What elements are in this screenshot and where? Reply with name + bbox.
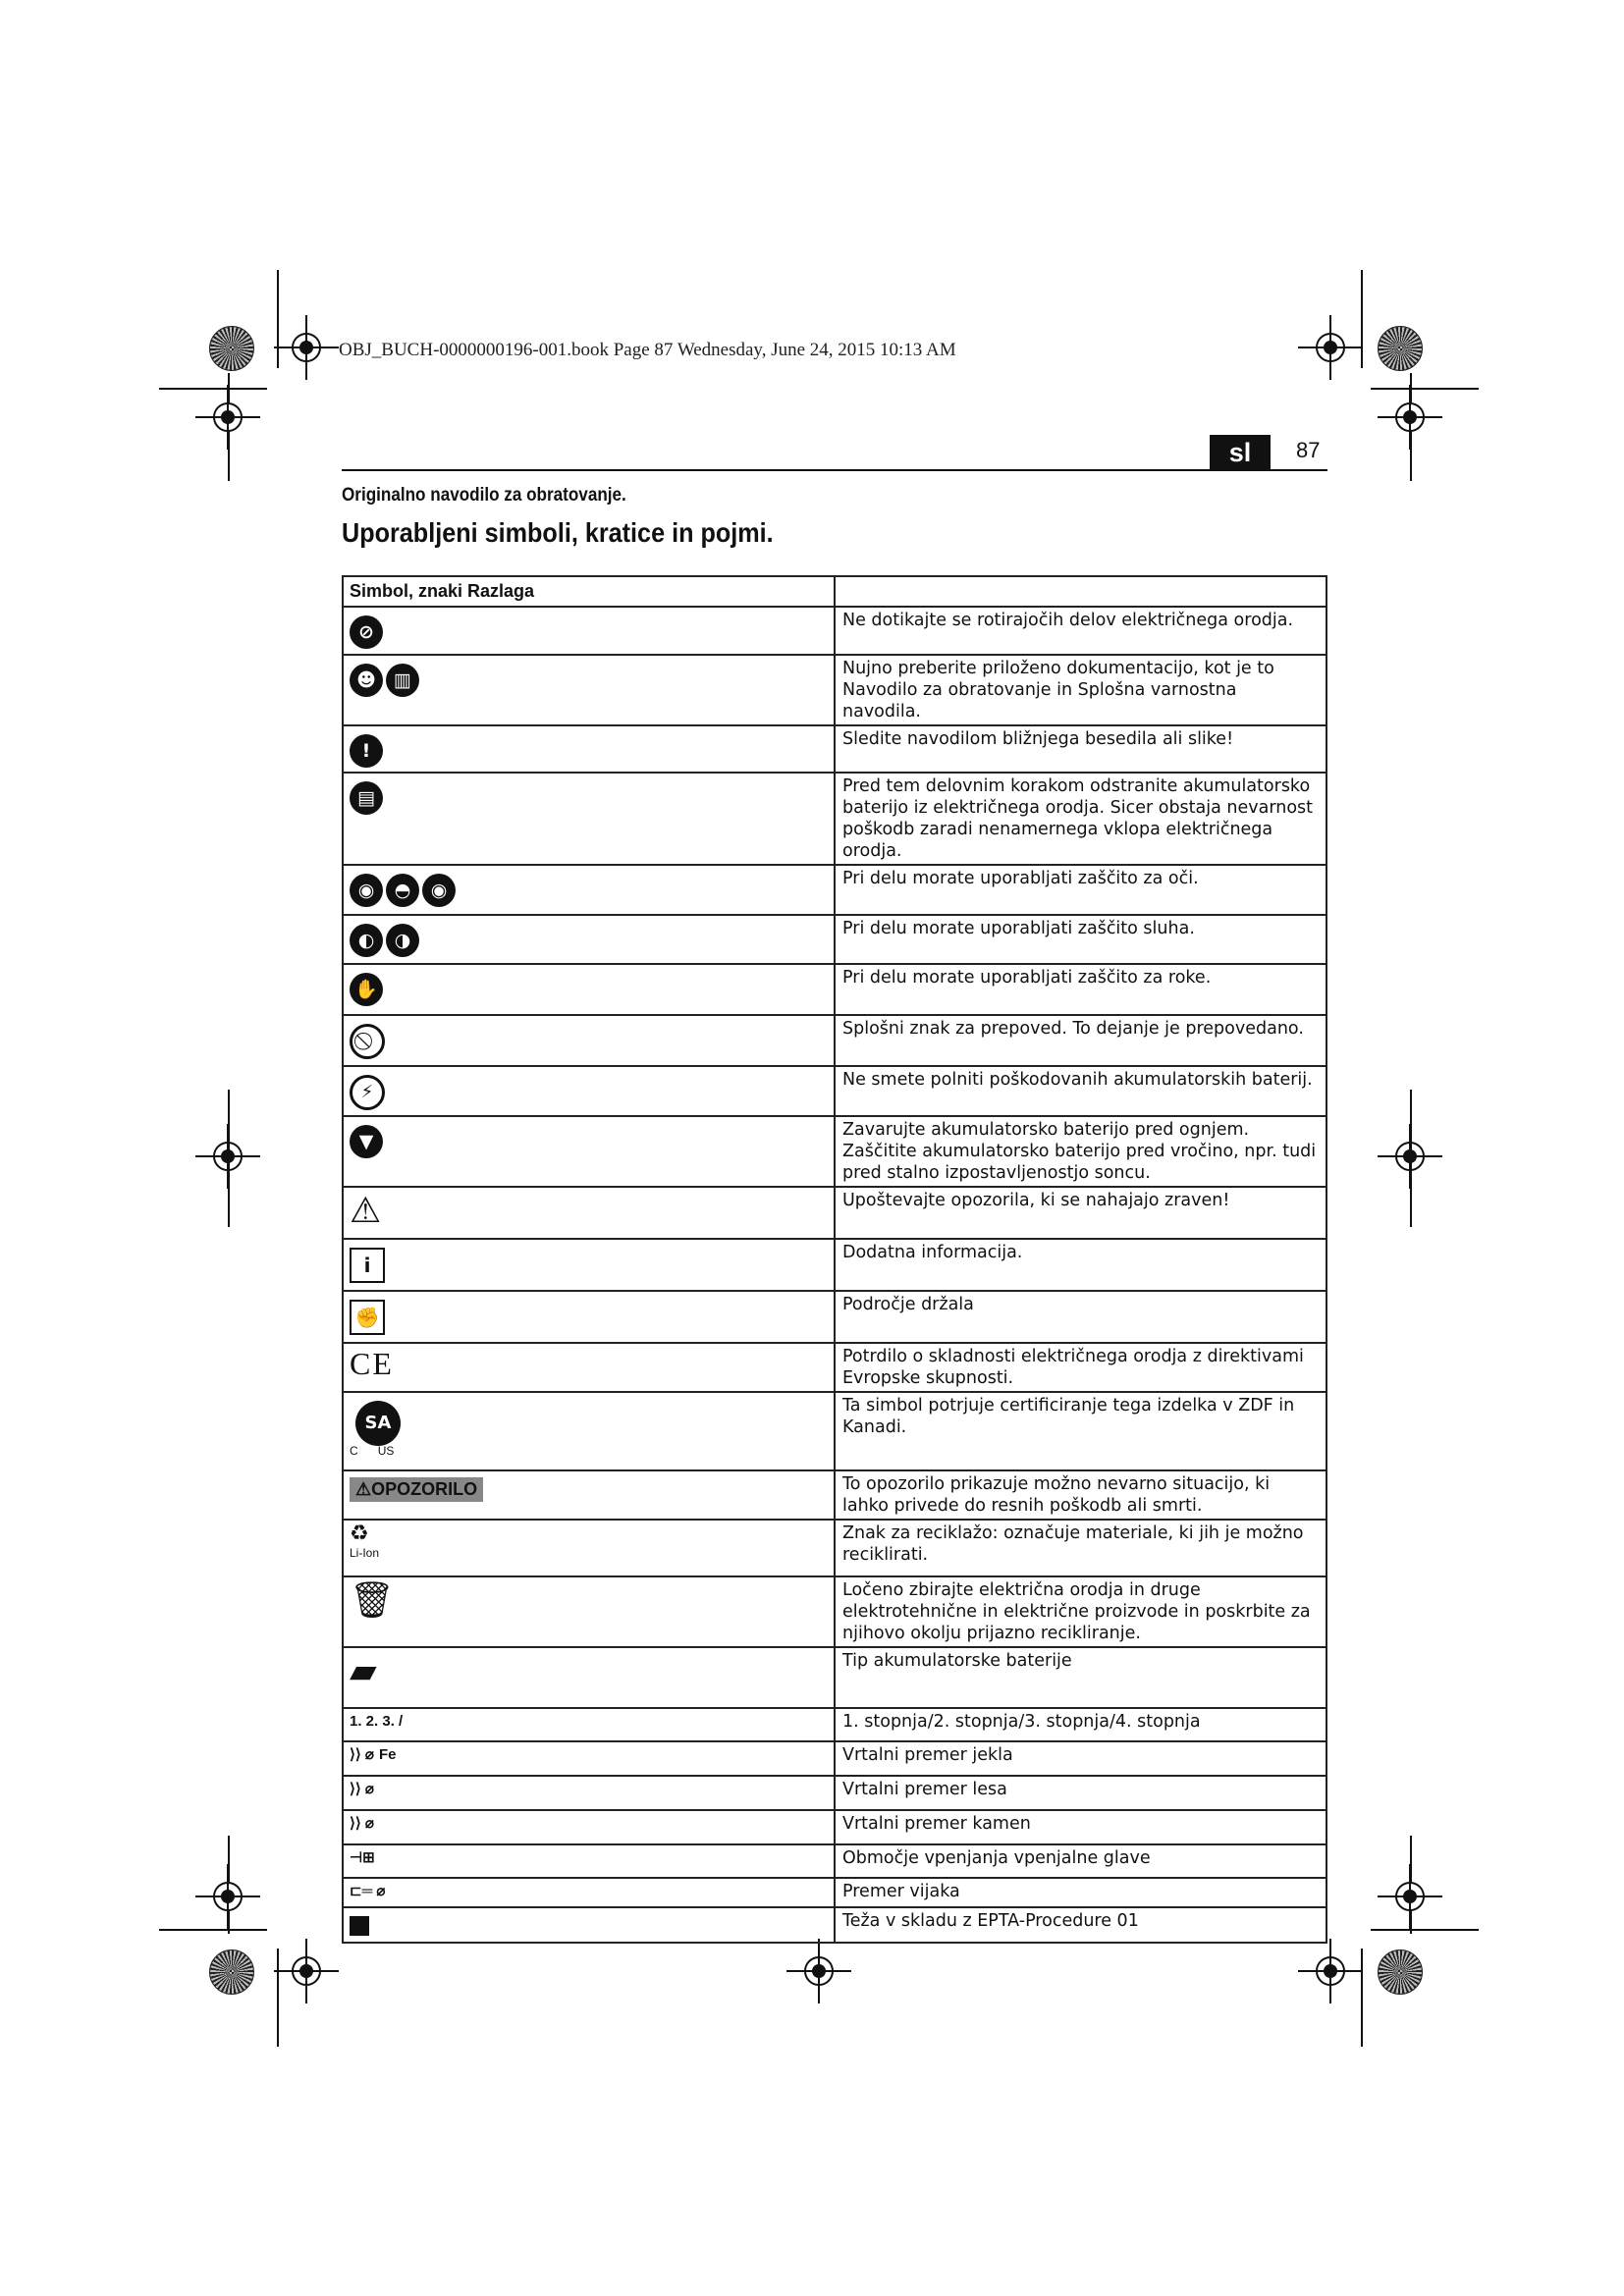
crop-line xyxy=(1361,1949,1363,2047)
table-row xyxy=(343,964,1326,1015)
registration-mark-icon xyxy=(1316,1956,1345,1986)
fe-label: Fe xyxy=(379,1746,397,1763)
csa-c-label: C xyxy=(350,1444,358,1458)
table-header-row xyxy=(343,576,1326,607)
row-text: Vrtalni premer jekla xyxy=(835,1741,1326,1776)
table-row xyxy=(343,1844,1326,1878)
row-text: Nujno preberite priloženo dokumentacijo, kot je to Navodilo za obratovanje in Splošna varnostna navodila. xyxy=(835,655,1326,725)
page-number: 87 xyxy=(1296,438,1321,462)
row-text: 1. stopnja/2. stopnja/3. stopnja/4. stopnja xyxy=(835,1708,1326,1741)
row-text: Dodatna informacija. xyxy=(835,1239,1326,1291)
row-text: Vrtalni premer lesa xyxy=(835,1776,1326,1810)
registration-mark-icon xyxy=(213,1882,243,1911)
color-disc-icon xyxy=(209,1949,254,1995)
diameter-symbol: ⌀ xyxy=(364,1746,374,1763)
crop-line xyxy=(1371,1929,1479,1931)
registration-mark-icon xyxy=(1395,1882,1425,1911)
table-row xyxy=(343,1741,1326,1776)
table-row xyxy=(343,607,1326,655)
registration-mark-icon xyxy=(292,333,321,362)
registration-mark-icon xyxy=(213,402,243,432)
diameter-symbol: ⌀ xyxy=(364,1815,374,1832)
language-badge: sl xyxy=(1210,435,1271,470)
remove-battery-icon: ▤ xyxy=(350,781,383,815)
row-text: Pri delu morate uporabljati zaščito za roke. xyxy=(835,964,1326,1015)
no-charge-damaged-battery-icon: ⚡ xyxy=(350,1075,385,1110)
registration-mark-icon xyxy=(1395,402,1425,432)
exclamation-icon: ! xyxy=(350,734,383,768)
row-text: Zavarujte akumulatorsko baterijo pred ognjem. Zaščitite akumulatorsko baterijo pred vročino, npr. tudi pred stalno izpostavljenostjo soncu. xyxy=(835,1116,1326,1187)
table-row xyxy=(343,1291,1326,1343)
csa-us-label: US xyxy=(377,1444,395,1458)
grip-area-icon: ✊ xyxy=(350,1300,385,1335)
registration-mark-icon xyxy=(292,1956,321,1986)
screw-diameter-icon: ⊏═ xyxy=(350,1883,377,1899)
symbols-table xyxy=(342,575,1327,1944)
gear-stages-icon: 1. 2. 3. / xyxy=(350,1713,404,1730)
row-text: Ta simbol potrjuje certificiranje tega izdelka v ZDF in Kanadi. xyxy=(835,1392,1326,1470)
book-icon: ▥ xyxy=(386,664,419,697)
diameter-symbol: ⌀ xyxy=(364,1781,374,1797)
table-row xyxy=(343,1066,1326,1116)
row-text: To opozorilo prikazuje možno nevarno situacijo, ki lahko privede do resnih poškodb ali smrti. xyxy=(835,1470,1326,1520)
row-text: Znak za reciklažo: označuje materiale, ki jih je možno reciklirati. xyxy=(835,1520,1326,1576)
warning-triangle-icon: ⚠ xyxy=(350,1191,382,1231)
registration-mark-icon xyxy=(804,1956,834,1986)
read-manual-icon: ☻ xyxy=(350,664,383,697)
no-touch-rotating-icon: ⊘ xyxy=(350,615,383,649)
table-row xyxy=(343,655,1326,725)
page-title: Uporabljeni simboli, kratice in pojmi. xyxy=(342,517,774,548)
table-row xyxy=(343,1878,1326,1907)
table-row xyxy=(343,1708,1326,1741)
doc-subtitle: Originalno navodilo za obratovanje. xyxy=(342,485,626,506)
row-text: Pri delu morate uporabljati zaščito za oči. xyxy=(835,865,1326,915)
table-row xyxy=(343,1907,1326,1943)
no-fire-battery-icon: ▼ xyxy=(350,1125,383,1158)
table-row xyxy=(343,1116,1326,1187)
row-text: Območje vpenjanja vpenjalne glave xyxy=(835,1844,1326,1878)
table-row xyxy=(343,1810,1326,1844)
table-row xyxy=(343,865,1326,915)
table-header-symbol: Simbol, znaki Razlaga xyxy=(343,576,835,607)
row-text: Potrdilo o skladnosti električnega orodja z direktivami Evropske skupnosti. xyxy=(835,1343,1326,1392)
earmuff-icon: ◑ xyxy=(386,924,419,957)
row-text: Teža v skladu z EPTA-Procedure 01 xyxy=(835,1907,1326,1943)
csa-mark-icon: SA xyxy=(355,1401,401,1446)
diameter-symbol: ⌀ xyxy=(376,1883,386,1899)
goggles-icon: ◉ xyxy=(422,874,456,907)
hand-protection-icon: ✋ xyxy=(350,973,383,1006)
row-text: Sledite navodilom bližnjega besedila ali slike! xyxy=(835,725,1326,773)
table-row xyxy=(343,1776,1326,1810)
row-text: Premer vijaka xyxy=(835,1878,1326,1907)
table-row xyxy=(343,1392,1326,1470)
liion-label: Li-Ion xyxy=(350,1546,380,1560)
face-shield-icon: ◓ xyxy=(386,874,419,907)
weight-icon xyxy=(350,1916,369,1936)
row-text: Pri delu morate uporabljati zaščito sluha. xyxy=(835,915,1326,964)
warning-label-icon: ⚠OPOZORILO xyxy=(350,1477,483,1502)
row-text: Ne smete polniti poškodovanih akumulatorskih baterij. xyxy=(835,1066,1326,1116)
table-row xyxy=(343,915,1326,964)
prohibition-icon xyxy=(350,1024,385,1059)
crop-line xyxy=(1371,388,1479,390)
table-row xyxy=(343,1187,1326,1239)
eye-protection-icon: ◉ xyxy=(350,874,383,907)
row-text: Tip akumulatorske baterije xyxy=(835,1647,1326,1708)
warning-label-text: OPOZORILO xyxy=(371,1479,478,1499)
table-header-explanation xyxy=(835,576,1326,607)
row-text: Upoštevajte opozorila, ki se nahajajo zraven! xyxy=(835,1187,1326,1239)
crop-line xyxy=(159,388,267,390)
table-row xyxy=(343,1015,1326,1066)
table-row xyxy=(343,773,1326,865)
header-rule xyxy=(342,469,1327,471)
table-row xyxy=(343,1470,1326,1520)
file-info: OBJ_BUCH-0000000196-001.book Page 87 Wednesday, June 24, 2015 10:13 AM xyxy=(339,340,956,360)
crop-line xyxy=(159,1929,267,1931)
registration-mark-icon xyxy=(1316,333,1345,362)
row-text: Področje držala xyxy=(835,1291,1326,1343)
table-row xyxy=(343,1343,1326,1392)
ear-protection-icon: ◐ xyxy=(350,924,383,957)
color-disc-icon xyxy=(209,326,254,371)
crossed-bin-icon: 🗑 xyxy=(350,1580,395,1621)
crop-line xyxy=(277,270,279,368)
drill-steel-icon: ⟩⟩ xyxy=(350,1746,365,1763)
row-text: Pred tem delovnim korakom odstranite akumulatorsko baterijo iz električnega orodja. Sicer obstaja nevarnost poškodb zaradi nenamernega vklopa električnega orodja. xyxy=(835,773,1326,865)
color-disc-icon xyxy=(1378,326,1423,371)
ce-mark-icon: CE xyxy=(350,1346,394,1381)
info-icon: i xyxy=(350,1248,385,1283)
table-row xyxy=(343,1576,1326,1647)
row-text: Ločeno zbirajte električna orodja in druge elektrotehnične in električne proizvode in poskrbite za njihovo okolju prijazno recikliranje. xyxy=(835,1576,1326,1647)
row-text: Ne dotikajte se rotirajočih delov električnega orodja. xyxy=(835,607,1326,655)
drill-wood-icon: ⟩⟩ xyxy=(350,1781,365,1797)
recycle-liion-icon: ♻ xyxy=(350,1522,369,1546)
crop-line xyxy=(277,1949,279,2047)
color-disc-icon xyxy=(1378,1949,1423,1995)
table-row xyxy=(343,1520,1326,1576)
table-row xyxy=(343,725,1326,773)
table-row xyxy=(343,1239,1326,1291)
battery-pack-icon: ▰ xyxy=(350,1651,377,1691)
table-row xyxy=(343,1647,1326,1708)
crop-line xyxy=(1361,270,1363,368)
row-text: Splošni znak za prepoved. To dejanje je prepovedano. xyxy=(835,1015,1326,1066)
drill-masonry-icon: ⟩⟩ xyxy=(350,1815,365,1832)
chuck-range-icon: ⊣⊞ xyxy=(350,1849,375,1866)
row-text: Vrtalni premer kamen xyxy=(835,1810,1326,1844)
